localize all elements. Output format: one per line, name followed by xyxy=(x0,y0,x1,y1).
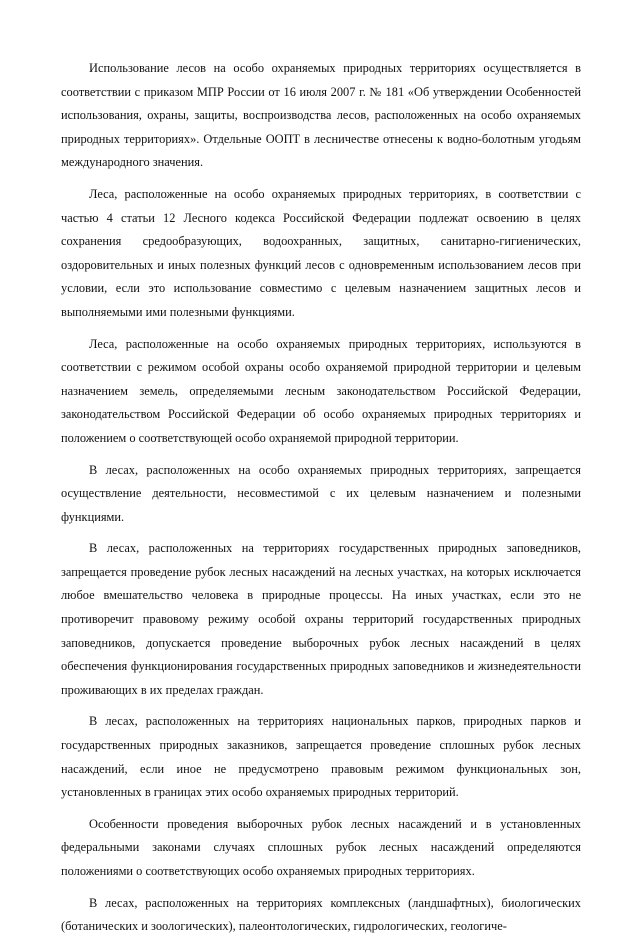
document-body xyxy=(61,57,581,947)
paragraph-1: Использование лесов на особо охраняемых природных территориях осуществляется в соответствии с приказом МПР России от 16 июля 2007 г. № 181 «Об утверждении Особенностей использования, охраны, защиты, воспроизводства лесов, расположенных на особо охраняемых природных территориях». Отдельные ООПТ в лесничестве отнесены к водно-болотным угодьям международного значения. xyxy=(61,61,581,170)
paragraph-3: Леса, расположенные на особо охраняемых природных территориях, используются в соответствии с режимом особой охраны особо охраняемой природной территории и целевым назначением земель, определяемыми лесным законодательством Российской Федерации, законодательством Российской Федерации об особо охраняемых природных территориях и положением о соответствующей особо охраняемой природной территории. xyxy=(61,336,581,445)
paragraph-2: Леса, расположенные на особо охраняемых природных территориях, в соответствии с частью 4 статьи 12 Лесного кодекса Российской Федерации подлежат освоению в целях сохранения средообразующих, водоохранных, защитных, санитарно-гигиенических, оздоровительных и иных полезных функций лесов с одновременным использованием лесов при условии, если это использование совместимо с целевым назначением защитных лесов и выполняемыми ими полезными функциями. xyxy=(61,186,581,319)
paragraph-5: В лесах, расположенных на территориях государственных природных заповедников, запрещается проведение рубок лесных насаждений на лесных участках, на которых исключается любое вмешательство человека в природные процессы. На иных участках, если это не противоречит правовому режиму особой охраны территорий государственных природных заповедников, допускается проведение выборочных рубок лесных насаждений в целях обеспечения функционирования государственных природных заповедников и жизнедеятельности проживающих в их пределах граждан. xyxy=(61,541,581,697)
paragraph-8: В лесах, расположенных на территориях комплексных (ландшафтных), биологических (ботанических и зоологических), палеонтологических, гидрологических, геологиче- xyxy=(61,895,581,934)
paragraph-6: В лесах, расположенных на территориях национальных парков, природных парков и государственных природных заказников, запрещается проведение сплошных рубок лесных насаждений, если иное не предусмотрено правовым режимом функциональных зон, установленных в границах этих особо охраняемых природных территорий. xyxy=(61,714,581,800)
paragraph-7: Особенности проведения выборочных рубок лесных насаждений и в установленных федеральными законами случаях сплошных рубок лесных насаждений определяются положениями о соответствующих особо охраняемых природных территориях. xyxy=(61,816,581,878)
paragraph-4: В лесах, расположенных на особо охраняемых природных территориях, запрещается осуществление деятельности, несовместимой с их целевым назначением и полезными функциями. xyxy=(61,462,581,524)
